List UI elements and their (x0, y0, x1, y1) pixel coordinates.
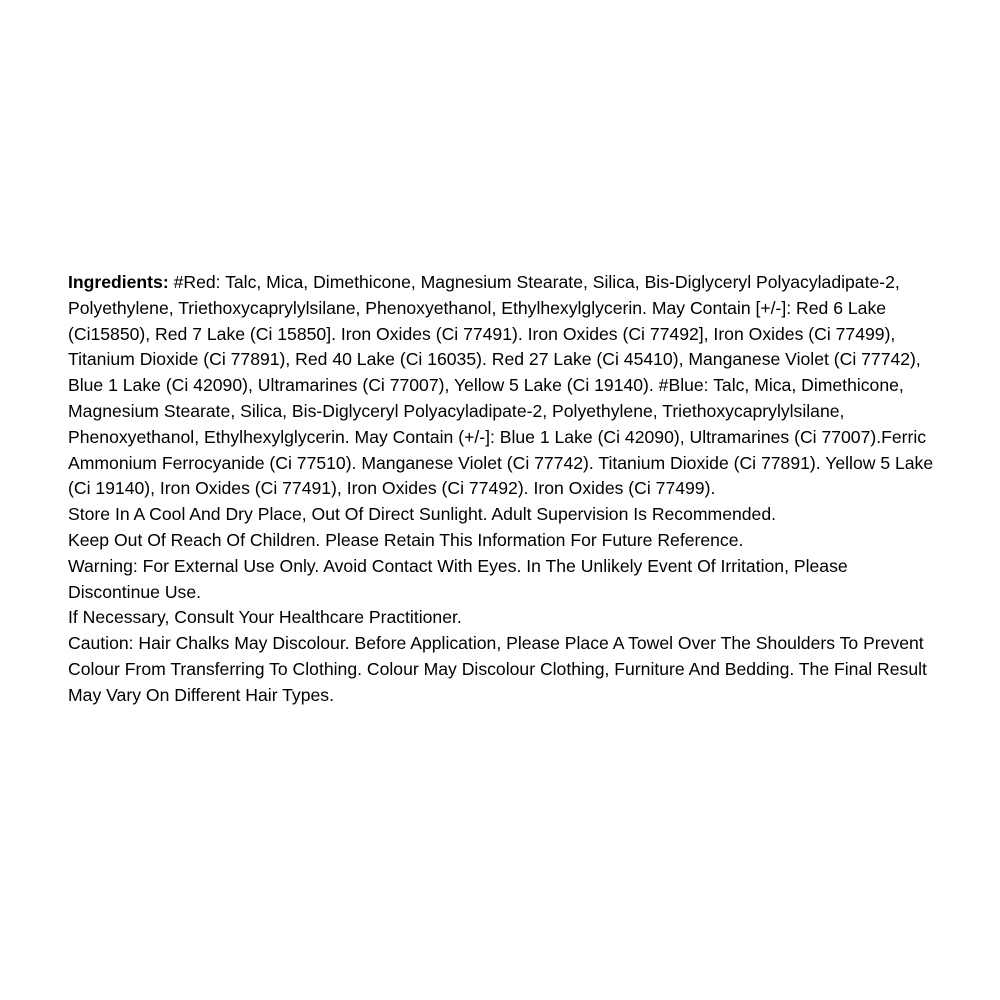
ingredients-paragraph (68, 270, 938, 502)
warning-notice: Warning: For External Use Only. Avoid Contact With Eyes. In The Unlikely Event Of Irritation, Please Discontinue Use. (68, 555, 848, 602)
product-label-text (68, 270, 938, 709)
storage-instructions: Store In A Cool And Dry Place, Out Of Direct Sunlight. Adult Supervision Is Recommended. (68, 504, 777, 525)
ingredients-list: #Red: Talc, Mica, Dimethicone, Magnesium Stearate, Silica, Bis-Diglyceryl Polyacyladipate-2, Polyethylene, Triethoxycaprylylsilane, Phenoxyethanol, Ethylhexylglycerin. May Contain [+/-]: Red 6 Lake (Ci15850), Red 7 Lake (Ci 15850]. Iron Oxides (Ci 77491). Iron Oxides (Ci 77492], Iron Oxides (Ci 77499), Titanium Dioxide (Ci 77891), Red 40 Lake (Ci 16035). Red 27 Lake (Ci 45410), Manganese Violet (Ci 77742), Blue 1 Lake (Ci 42090), Ultramarines (Ci 77007), Yellow 5 Lake (Ci 19140). #Blue: Talc, Mica, Dimethicone, Magnesium Stearate, Silica, Bis-Diglyceryl Polyacyladipate-2, Polyethylene, Triethoxycaprylylsilane, Phenoxyethanol, Ethylhexylglycerin. May Contain (+/-]: Blue 1 Lake (Ci 42090), Ultramarines (Ci 77007).Ferric Ammonium Ferrocyanide (Ci 77510). Manganese Violet (Ci 77742). Titanium Dioxide (Ci 77891). Yellow 5 Lake (Ci 19140), Iron Oxides (Ci 77491), Iron Oxides (Ci 77492). Iron Oxides (Ci 77499). (68, 272, 934, 499)
consult-notice: If Necessary, Consult Your Healthcare Practitioner. (68, 607, 462, 628)
keep-out-of-reach-notice: Keep Out Of Reach Of Children. Please Retain This Information For Future Reference. (68, 529, 744, 550)
ingredients-heading: Ingredients: (68, 272, 169, 292)
caution-notice: Caution: Hair Chalks May Discolour. Before Application, Please Place A Towel Over The Shoulders To Prevent Colour From Transferring To Clothing. Colour May Discolour Clothing, Furniture And Bedding. The Final Result May Vary On Different Hair Types. (68, 633, 927, 705)
